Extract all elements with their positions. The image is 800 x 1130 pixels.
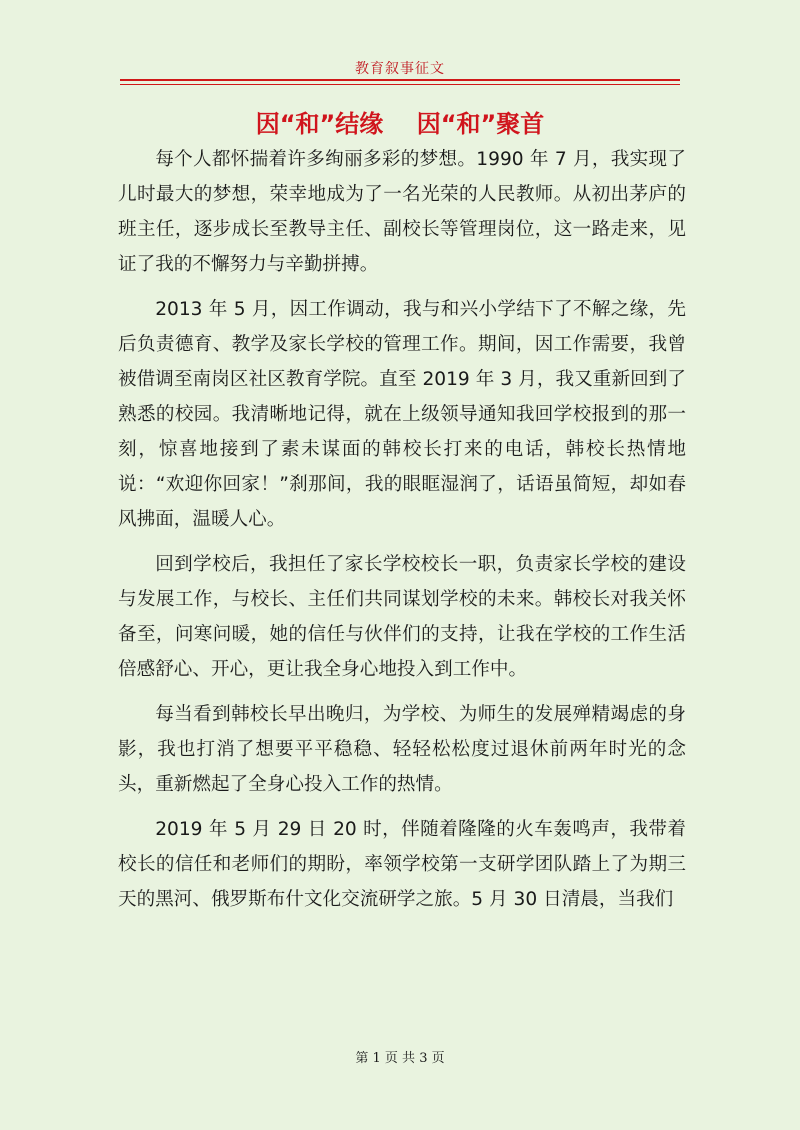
paragraph: 2013 年 5 月，因工作调动，我与和兴小学结下了不解之缘，先后负责德育、教学及家长学校的管理工作。期间，因工作需要，我曾被借调至南岗区社区教育学院。直至 2019 年 3 月，我又重新回到了熟悉的校园。我清晰地记得，就在上级领导通知我回学校报到的那一刻，惊喜地接到了素未谋面的韩校长打来的电话，韩校长热情地说：“欢迎你回家！”刹那间，我的眼眶湿润了，话语虽简短，却如春风拂面，温暖人心。 [118,299,686,530]
header-rule-thin [120,84,680,85]
document-body [118,142,686,927]
header-rule-thick [120,79,680,81]
header-label: 教育叙事征文 [355,61,445,77]
paragraph: 回到学校后，我担任了家长学校校长一职，负责家长学校的建设与发展工作，与校长、主任们共同谋划学校的未来。韩校长对我关怀备至，问寒问暖，她的信任与伙伴们的支持，让我在学校的工作生活倍感舒心、开心，更让我全身心地投入到工作中。 [118,554,686,680]
paragraph: 每个人都怀揣着许多绚丽多彩的梦想。1990 年 7 月，我实现了儿时最大的梦想，荣幸地成为了一名光荣的人民教师。从初出茅庐的班主任，逐步成长至教导主任、副校长等管理岗位，这一路走来，见证了我的不懈努力与辛勤拼搏。 [118,149,686,275]
paragraph: 每当看到韩校长早出晚归，为学校、为师生的发展殚精竭虑的身影，我也打消了想要平平稳稳、轻轻松松度过退休前两年时光的念头，重新燃起了全身心投入工作的热情。 [118,704,686,795]
paragraph: 2019 年 5 月 29 日 20 时，伴随着隆隆的火车轰鸣声，我带着校长的信任和老师们的期盼，率领学校第一支研学团队踏上了为期三天的黑河、俄罗斯布什文化交流研学之旅。5 月 30 日清晨，当我们 [118,819,686,910]
page-number-footer: 第 1 页 共 3 页 [355,1051,445,1066]
document-title: 因“和”结缘 因“和”聚首 [255,110,545,138]
